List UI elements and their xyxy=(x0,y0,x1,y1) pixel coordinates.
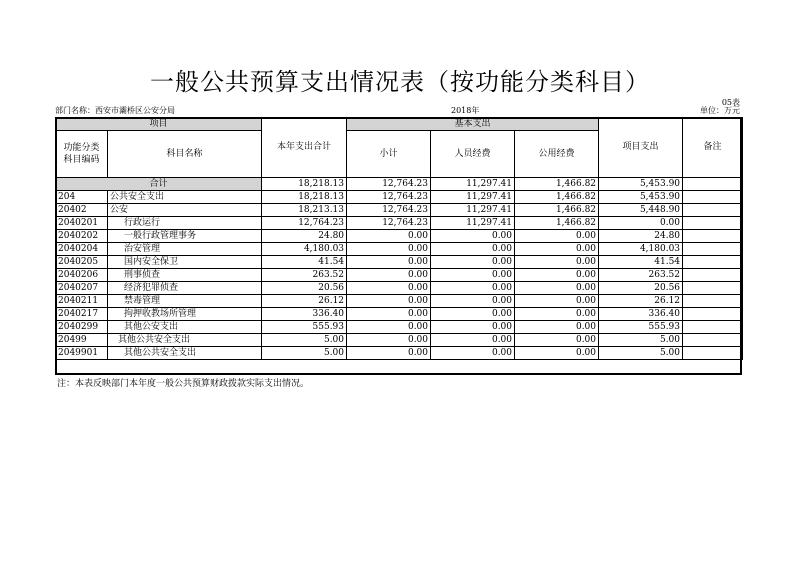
row-remark xyxy=(683,204,743,217)
row-remark xyxy=(683,217,743,230)
row-total: 26.12 xyxy=(262,295,347,308)
header-row-1 xyxy=(56,118,743,131)
row-subtotal: 0.00 xyxy=(347,256,431,269)
table-row xyxy=(56,308,743,321)
row-subtotal: 0.00 xyxy=(347,334,431,347)
row-code: 2040207 xyxy=(56,282,108,295)
row-project: 41.54 xyxy=(599,256,683,269)
header-subtotal: 小计 xyxy=(347,131,431,178)
row-code: 20402 xyxy=(56,204,108,217)
total-remark xyxy=(683,178,743,191)
row-personnel: 0.00 xyxy=(431,243,515,256)
table-row xyxy=(56,204,743,217)
row-total: 20.56 xyxy=(262,282,347,295)
row-remark xyxy=(683,347,743,360)
department-label: 部门名称：西安市灞桥区公安分局 xyxy=(55,106,175,115)
row-subtotal: 0.00 xyxy=(347,295,431,308)
total-subtotal: 12,764.23 xyxy=(347,178,431,191)
row-subtotal: 12,764.23 xyxy=(347,217,431,230)
row-name: 经济犯罪侦查 xyxy=(108,282,262,295)
row-personnel: 0.00 xyxy=(431,308,515,321)
total-row xyxy=(56,178,743,191)
row-project: 5.00 xyxy=(599,334,683,347)
row-project: 26.12 xyxy=(599,295,683,308)
meta-bar xyxy=(55,105,740,117)
row-name: 一般行政管理事务 xyxy=(108,230,262,243)
row-total: 18,213.13 xyxy=(262,204,347,217)
row-project: 336.40 xyxy=(599,308,683,321)
row-remark xyxy=(683,308,743,321)
table-row xyxy=(56,321,743,334)
header-code: 功能分类 科目编码 xyxy=(56,131,108,178)
row-name: 禁毒管理 xyxy=(108,295,262,308)
header-project: 项目 xyxy=(56,118,262,131)
row-remark xyxy=(683,295,743,308)
row-public: 1,466.82 xyxy=(515,217,599,230)
header-public: 公用经费 xyxy=(515,131,599,178)
row-project: 5,448.90 xyxy=(599,204,683,217)
row-code: 2040299 xyxy=(56,321,108,334)
row-public: 0.00 xyxy=(515,308,599,321)
row-name: 国内安全保卫 xyxy=(108,256,262,269)
row-remark xyxy=(683,282,743,295)
row-total: 555.93 xyxy=(262,321,347,334)
row-project: 263.52 xyxy=(599,269,683,282)
row-code: 2040204 xyxy=(56,243,108,256)
footnote: 注：本表反映部门本年度一般公共预算财政拨款实际支出情况。 xyxy=(57,379,310,389)
row-personnel: 11,297.41 xyxy=(431,204,515,217)
row-total: 4,180.03 xyxy=(262,243,347,256)
row-personnel: 0.00 xyxy=(431,230,515,243)
row-total: 18,218.13 xyxy=(262,191,347,204)
row-code: 2040202 xyxy=(56,230,108,243)
row-subtotal: 12,764.23 xyxy=(347,204,431,217)
row-personnel: 0.00 xyxy=(431,256,515,269)
year-label: 2018年 xyxy=(451,106,480,115)
row-name: 公安 xyxy=(108,204,262,217)
table-row xyxy=(56,334,743,347)
row-name: 拘押收教场所管理 xyxy=(108,308,262,321)
row-remark xyxy=(683,269,743,282)
row-project: 4,180.03 xyxy=(599,243,683,256)
row-subtotal: 0.00 xyxy=(347,308,431,321)
row-public: 0.00 xyxy=(515,269,599,282)
row-public: 0.00 xyxy=(515,243,599,256)
row-name: 刑事侦查 xyxy=(108,269,262,282)
table-row xyxy=(56,282,743,295)
row-remark xyxy=(683,243,743,256)
row-code: 2040211 xyxy=(56,295,108,308)
row-subtotal: 0.00 xyxy=(347,269,431,282)
row-total: 5.00 xyxy=(262,347,347,360)
row-personnel: 0.00 xyxy=(431,295,515,308)
header-project-expense: 项目支出 xyxy=(599,118,683,178)
row-code: 2040206 xyxy=(56,269,108,282)
table-row xyxy=(56,217,743,230)
header-remark: 备注 xyxy=(683,118,743,178)
row-personnel: 11,297.41 xyxy=(431,191,515,204)
row-total: 5.00 xyxy=(262,334,347,347)
row-project: 555.93 xyxy=(599,321,683,334)
row-remark xyxy=(683,256,743,269)
row-total: 336.40 xyxy=(262,308,347,321)
total-project: 5,453.90 xyxy=(599,178,683,191)
total-total: 18,218.13 xyxy=(262,178,347,191)
row-subtotal: 0.00 xyxy=(347,282,431,295)
row-total: 263.52 xyxy=(262,269,347,282)
row-name: 行政运行 xyxy=(108,217,262,230)
row-public: 0.00 xyxy=(515,230,599,243)
row-code: 2040201 xyxy=(56,217,108,230)
table-row xyxy=(56,295,743,308)
row-code: 2049901 xyxy=(56,347,108,360)
row-personnel: 0.00 xyxy=(431,282,515,295)
row-remark xyxy=(683,334,743,347)
row-name: 其他公共安全支出 xyxy=(108,334,262,347)
row-total: 12,764.23 xyxy=(262,217,347,230)
unit-label: 单位：万元 xyxy=(700,106,740,115)
expenditure-table xyxy=(55,117,743,360)
header-basic: 基本支出 xyxy=(347,118,599,131)
total-personnel: 11,297.41 xyxy=(431,178,515,191)
row-name: 公共安全支出 xyxy=(108,191,262,204)
row-project: 0.00 xyxy=(599,217,683,230)
row-subtotal: 0.00 xyxy=(347,321,431,334)
table-row xyxy=(56,269,743,282)
row-total: 24.80 xyxy=(262,230,347,243)
total-public: 1,466.82 xyxy=(515,178,599,191)
row-name: 其他公共安全支出 xyxy=(108,347,262,360)
row-project: 5,453.90 xyxy=(599,191,683,204)
row-public: 0.00 xyxy=(515,282,599,295)
row-remark xyxy=(683,230,743,243)
row-subtotal: 12,764.23 xyxy=(347,191,431,204)
row-subtotal: 0.00 xyxy=(347,347,431,360)
header-name: 科目名称 xyxy=(108,131,262,178)
row-name: 其他公安支出 xyxy=(108,321,262,334)
row-code: 204 xyxy=(56,191,108,204)
row-code: 2040205 xyxy=(56,256,108,269)
row-name: 治安管理 xyxy=(108,243,262,256)
row-remark xyxy=(683,321,743,334)
total-label: 合计 xyxy=(56,178,262,191)
row-public: 1,466.82 xyxy=(515,204,599,217)
table-row xyxy=(56,256,743,269)
row-project: 5.00 xyxy=(599,347,683,360)
row-public: 0.00 xyxy=(515,334,599,347)
row-public: 0.00 xyxy=(515,256,599,269)
row-subtotal: 0.00 xyxy=(347,230,431,243)
row-code: 2040217 xyxy=(56,308,108,321)
row-project: 24.80 xyxy=(599,230,683,243)
row-public: 0.00 xyxy=(515,347,599,360)
header-personnel: 人员经费 xyxy=(431,131,515,178)
row-personnel: 0.00 xyxy=(431,347,515,360)
row-personnel: 0.00 xyxy=(431,321,515,334)
row-personnel: 11,297.41 xyxy=(431,217,515,230)
row-public: 0.00 xyxy=(515,295,599,308)
row-public: 0.00 xyxy=(515,321,599,334)
table-row xyxy=(56,191,743,204)
table-row xyxy=(56,243,743,256)
table-row xyxy=(56,347,743,360)
table-row xyxy=(56,230,743,243)
row-code: 20499 xyxy=(56,334,108,347)
row-remark xyxy=(683,191,743,204)
row-public: 1,466.82 xyxy=(515,191,599,204)
row-total: 41.54 xyxy=(262,256,347,269)
row-subtotal: 0.00 xyxy=(347,243,431,256)
row-personnel: 0.00 xyxy=(431,334,515,347)
page-title: 一般公共预算支出情况表（按功能分类科目） xyxy=(150,68,650,96)
form-number: 05表 xyxy=(721,98,740,107)
row-project: 20.56 xyxy=(599,282,683,295)
row-personnel: 0.00 xyxy=(431,269,515,282)
header-total: 本年支出合计 xyxy=(262,118,347,178)
